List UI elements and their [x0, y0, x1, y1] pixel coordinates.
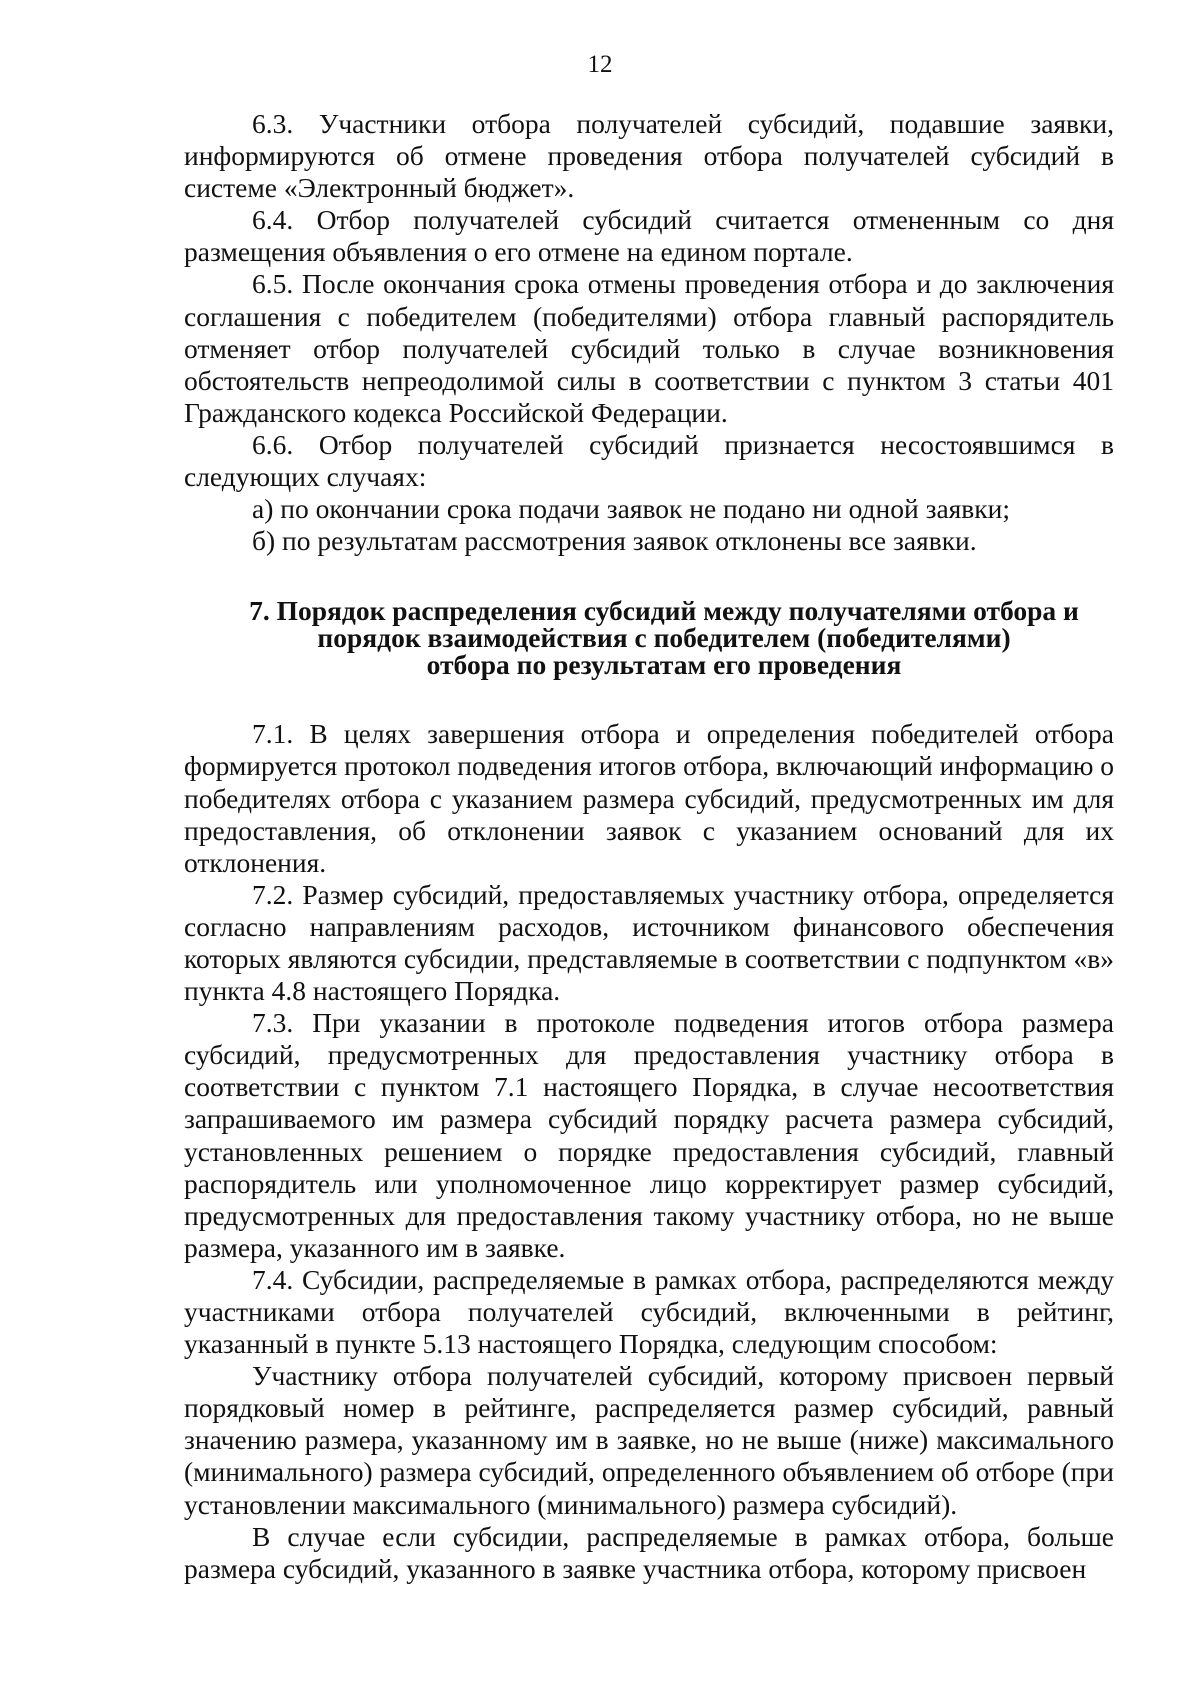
paragraph-7-2: 7.2. Размер субсидий, предоставляемых участнику отбора, определяется согласно направлениям расходов, источником финансового обеспечения которых являются субсидии, представляемые в соответствии с подпунктом «в» пункта 4.8 настоящего Порядка.	[184, 878, 1114, 1007]
section-7-heading	[184, 595, 1114, 681]
paragraph-6-6: 6.6. Отбор получателей субсидий признается несостоявшимся в следующих случаях:	[184, 428, 1114, 493]
document-body	[184, 108, 1114, 1585]
paragraph-6-3: 6.3. Участники отбора получателей субсидий, подавшие заявки, информируются об отмене проведения отбора получателей субсидий в системе «Электронный бюджет».	[184, 108, 1114, 204]
paragraph-6-5: 6.5. После окончания срока отмены проведения отбора и до заключения соглашения с победителем (победителями) отбора главный распорядитель отменяет отбор получателей субсидий только в случае возникновения обстоятельств непреодолимой силы в соответствии с пунктом 3 статьи 401 Гражданского кодекса Российской Федерации.	[184, 268, 1114, 428]
section-7-heading-line: отбора по результатам его проведения	[426, 649, 902, 681]
section-7-heading-line: порядок взаимодействия с победителем (победителями)	[317, 622, 1011, 654]
paragraph-7-4: 7.4. Субсидии, распределяемые в рамках отбора, распределяются между участниками отбора получателей субсидий, включенными в рейтинг, указанный в пункте 5.13 настоящего Порядка, следующим способом:	[184, 1263, 1114, 1360]
list-item-b: б) по результатам рассмотрения заявок отклонены все заявки.	[252, 525, 977, 557]
paragraph-7-1: 7.1. В целях завершения отбора и определения победителей отбора формируется протокол подведения итогов отбора, включающий информацию о победителях отбора с указанием размера субсидий, предусмотренных им для предоставления, об отклонении заявок с указанием оснований для их отклонения.	[184, 718, 1114, 878]
paragraph-7-3: 7.3. При указании в протоколе подведения итогов отбора размера субсидий, предусмотренных для предоставления участнику отбора в соответствии с пунктом 7.1 настоящего Порядка, в случае несоответствия запрашиваемого им размера субсидий порядку расчета размера субсидий, установленных решением о порядке предоставления субсидий, главный распорядитель или уполномоченное лицо корректирует размер субсидий, предусмотренных для предоставления такому участнику отбора, но не выше размера, указанного им в заявке.	[184, 1007, 1114, 1263]
paragraph-7-4-first-place: Участнику отбора получателей субсидий, которому присвоен первый порядковый номер в рейтинге, распределяется размер субсидий, равный значению размера, указанному им в заявке, но не выше (ниже) максимального (минимального) размера субсидий, определенного объявлением об отборе (при установлении максимального (минимального) размера субсидий).	[184, 1360, 1114, 1520]
paragraph-7-4-case: В случае если субсидии, распределяемые в рамках отбора, больше размера субсидий, указанного в заявке участника отбора, которому присвоен	[184, 1520, 1114, 1584]
list-item-a: а) по окончании срока подачи заявок не подано ни одной заявки;	[252, 493, 1010, 525]
section-7-heading-line: 7. Порядок распределения субсидий между получателями отбора и	[249, 595, 1079, 627]
paragraph-6-4: 6.4. Отбор получателей субсидий считается отмененным со дня размещения объявления о его отмене на едином портале.	[184, 204, 1114, 268]
page-number: 12	[587, 51, 613, 78]
